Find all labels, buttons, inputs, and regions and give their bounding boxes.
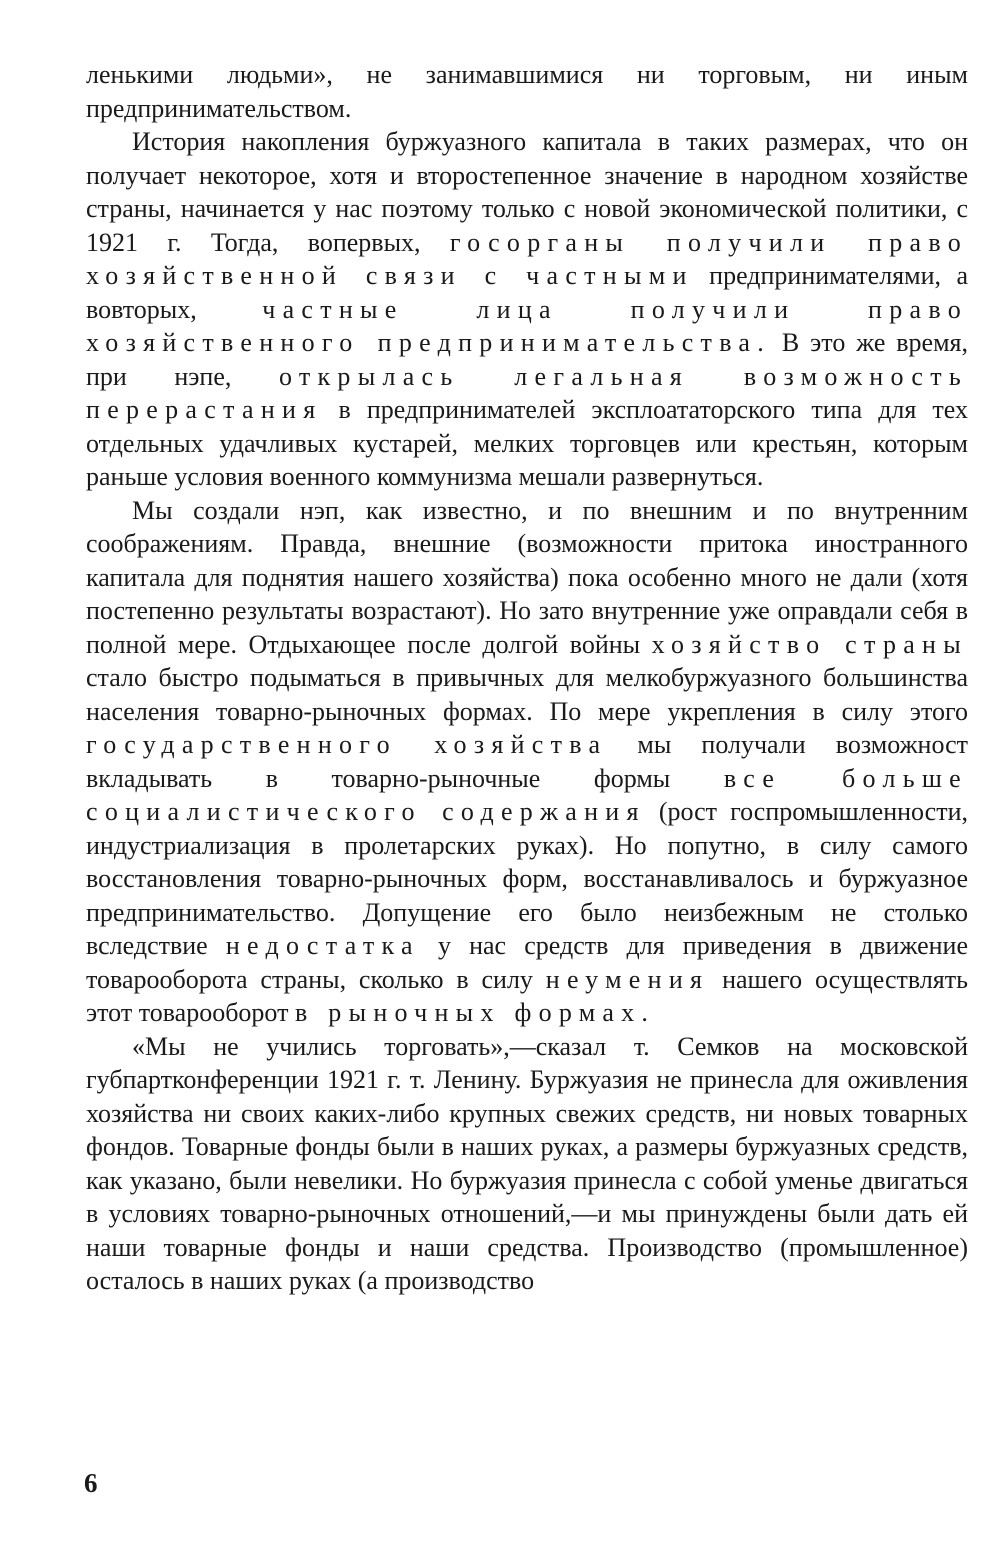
spaced-text-segment: открылась легальная возможность перерастания [86,361,969,424]
text-segment: стало быстро подыматься в привычных для мелкобуржуазного большинства населения товарно-рыночных формах. По мере укрепления в силу этого [86,663,968,726]
page-number: 6 [84,1468,98,1498]
text-segment: В это же время, при нэпе, [86,328,968,391]
text-segment: мы получали возможност вкладывать в товарно-рыночные формы [86,730,969,793]
paragraph-1 [86,58,968,125]
text-segment: (рост госпромышленности, индустриализация в пролетарских руках). Но попутно, в силу самого восстановления товарно-рыночных форм, восстанавливалось и буржуазное предпринимательство. Допущение его было неизбежным не столько вследствие [86,797,968,960]
text-segment: в предпринимателей эксплоататорского типа для тех отдельных удачливых кустарей, мелких торговцев или крестьян, которым раньше условия военного коммунизма мешали развернуться. [86,395,968,491]
text-segment: предпринимателями, а вовторых, [86,261,968,324]
page-text [86,58,968,1298]
spaced-text-segment: в рыночных формах. [294,998,656,1027]
paragraph-4 [86,1030,968,1298]
spaced-text-segment: госорганы получили право хозяйственной связи с частными [86,227,968,290]
text-segment: у нас средств для приведения в движение товарооборота страны, сколько в силу [86,931,968,994]
text-segment: Мы создали нэп, как известно, и по внешним и по внутренним соображениям. Правда, внешние (возможности притока иностранного капитала для поднятия нашего хозяйства) пока особенно много не дали (хотя постепенно результаты возрастают). Но зато внутренние уже оправдали себя в полной мере. Отдыхающее после долгой войны [86,495,968,659]
spaced-text-segment: частные лица получили право хозяйственного предпринимательства. [86,294,969,357]
spaced-text-segment: хозяйство страны [651,629,968,659]
paragraph-2 [86,125,968,494]
spaced-text-segment: недостатка [225,931,420,960]
text-segment: ленькими людьми», не занимавшимися ни торговым, ни иным предпринимательством. [86,60,968,123]
text-segment: «Мы не учились торговать»,—сказал т. Семков на московской губпартконференции 1921 г. т. Ленину. Буржуазия не принесла для оживления хозяйства ни своих каких-либо крупных свежих средств, ни новых товарных фондов. Товарные фонды были в наших руках, а размеры буржуазных средств, как указано, были невелики. Но буржуазия принесла с собой уменье двигаться в условиях товарно-рыночных отношений,—и мы принуждены были дать ей наши товарные фонды и наши средства. Производство (промышленное) осталось в наших руках (а производство [86,1031,968,1295]
spaced-text-segment: государственного хозяйства [86,730,608,759]
spaced-text-segment: все больше социалистического содержания [86,763,968,826]
paragraph-3 [86,494,968,1030]
text-segment: нашего осуществлять этот товарооборот [86,964,968,1027]
text-segment: История накопления буржуазного капитала в таких размерах, что он получает некоторое, хотя и второстепенное значение в народном хозяйстве страны, начинается у нас поэтому только с новой экономической политики, с 1921 г. Тогда, вопервых, [86,127,968,257]
spaced-text-segment: неумения [545,964,710,994]
